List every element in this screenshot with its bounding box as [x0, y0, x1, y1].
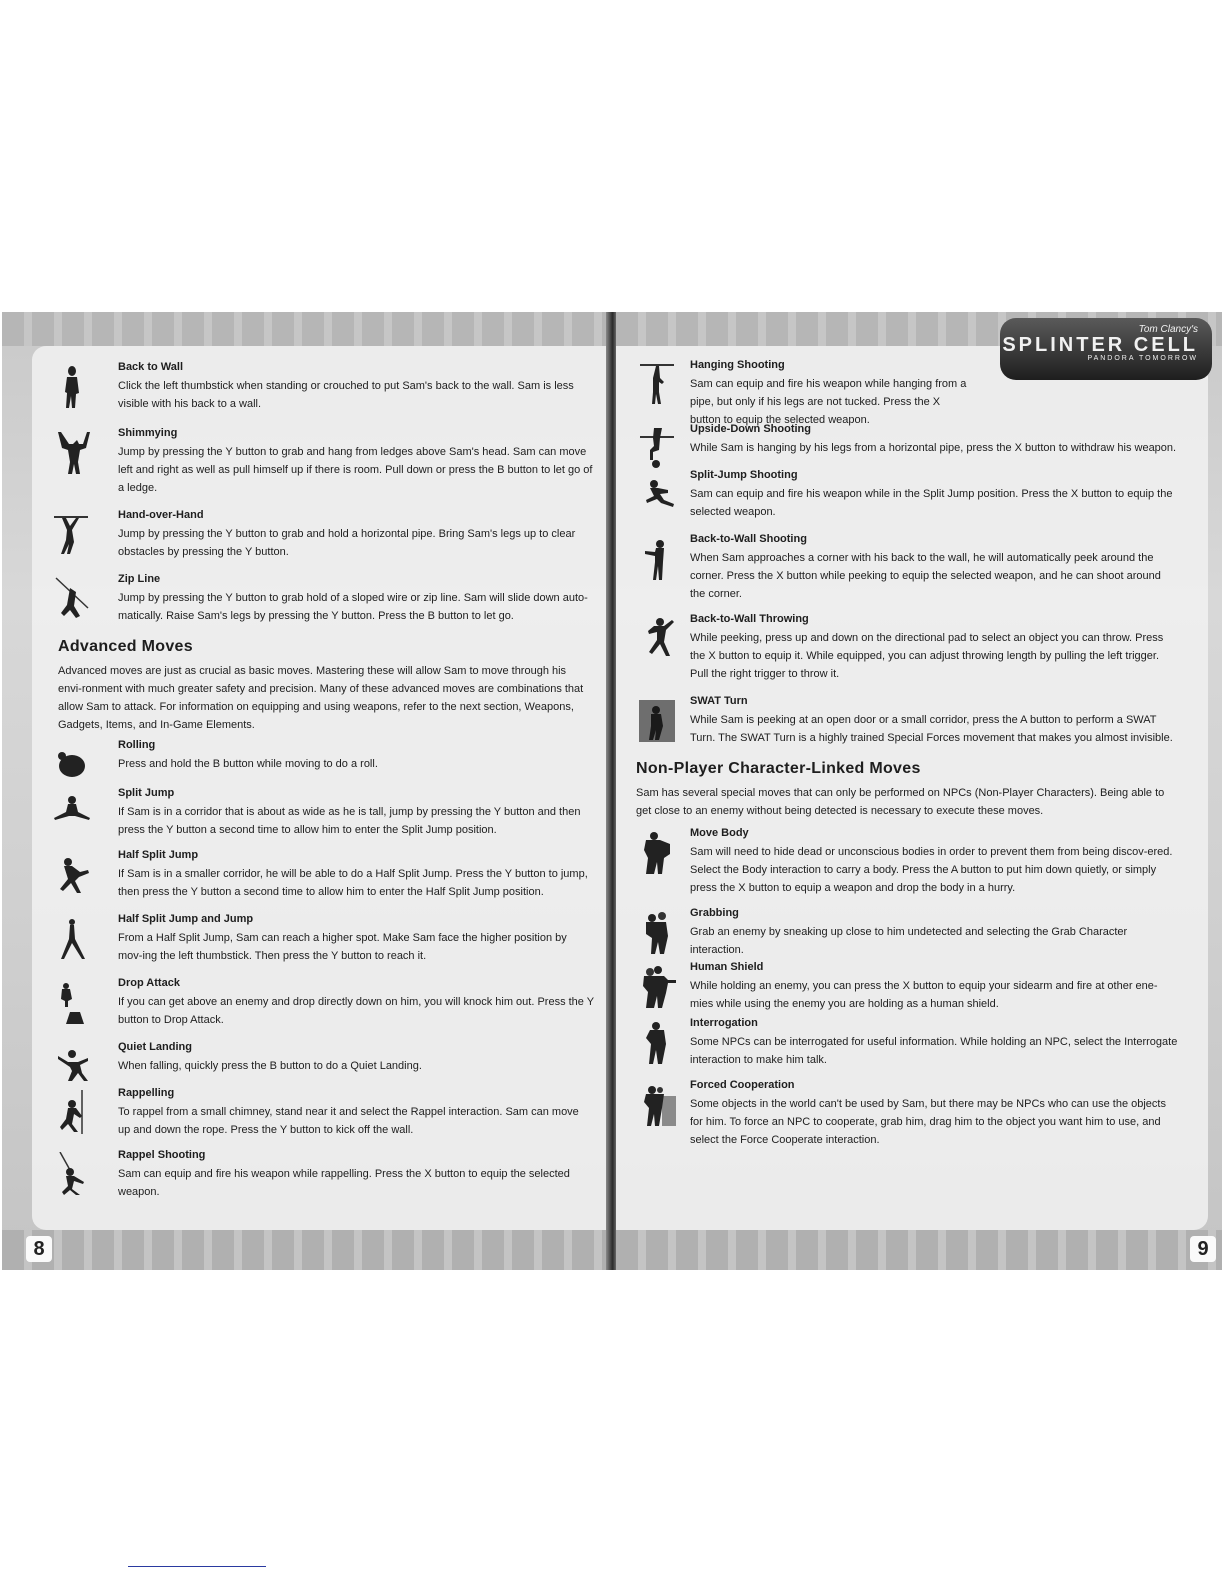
- entry-text: When Sam approaches a corner with his back to the wall, he will automatically peek around the corner. Press the X button while peeking to equip the selected weapon, and he can shoot around the corner.: [690, 552, 1161, 600]
- section-intro: Advanced moves are just as crucial as basic moves. Mastering these will allow Sam to move through his envi-ronment with much greater safety and precision. Many of these advanced moves are combinations that allow Sam to attack. For information on equipping and using weapons, refer to the next section, Weapons, Gadgets, Items, and In-Game Elements.: [58, 665, 584, 731]
- grabbing-icon: [638, 910, 678, 956]
- entry-move-body: [638, 826, 1178, 897]
- entry-text: While peeking, press up and down on the directional pad to select an object you can throw. Press the X button to equip it. While equipped, you can adjust throwing length by pulling the left trigger. Pull the right trigger to throw it.: [690, 632, 1164, 680]
- section-title: Non-Player Character-Linked Moves: [636, 760, 921, 777]
- rappel-shooting-icon: [52, 1152, 92, 1198]
- entry-text: While holding an enemy, you can press the X button to equip your sidearm and fire at other ene-mies while using the enemy you are holding as a human shield.: [690, 980, 1158, 1010]
- hanging-shooting-icon: [638, 362, 678, 408]
- entry-title: Half Split Jump: [118, 849, 199, 861]
- entry-title: Upside-Down Shooting: [690, 423, 811, 435]
- shimmying-icon: [52, 430, 92, 476]
- upside-down-shooting-icon: [638, 426, 678, 472]
- entry-text: Jump by pressing the Y button to grab and hang from ledges above Sam's head. Sam can move left and right as well as pull himself up if there is room. Pull down or press the B button to let go of a ledge.: [118, 446, 593, 494]
- entry-back-to-wall: [52, 360, 594, 413]
- entry-title: Zip Line: [118, 573, 161, 585]
- entry-back-to-wall-shooting: [638, 532, 1178, 603]
- entry-title: Split Jump: [118, 787, 175, 799]
- entry-title: Quiet Landing: [118, 1041, 192, 1053]
- entry-title: Hanging Shooting: [690, 359, 785, 371]
- entry-quiet-landing: [52, 1040, 594, 1075]
- bottom-band: [616, 1230, 1222, 1270]
- entry-drop-attack: [52, 976, 594, 1029]
- manual-spread: [2, 312, 1222, 1270]
- entry-text: While Sam is hanging by his legs from a horizontal pipe, press the X button to withdraw his weapon.: [690, 442, 1177, 454]
- rolling-icon: [52, 742, 92, 788]
- entry-shimmying: [52, 426, 594, 497]
- entry-interrogation: [638, 1016, 1178, 1069]
- entry-swat-turn: [638, 694, 1178, 747]
- entry-text: Some NPCs can be interrogated for useful information. While holding an NPC, select the Interrogate interaction to make him talk.: [690, 1036, 1178, 1066]
- entry-title: Grabbing: [690, 907, 739, 919]
- entry-text: Some objects in the world can't be used by Sam, but there may be NPCs who can use the objects for him. To force an NPC to cooperate, grab him, drag him to the object you want him to use, and select the Force Cooperate interaction.: [690, 1098, 1166, 1146]
- entry-title: Half Split Jump and Jump: [118, 913, 254, 925]
- human-shield-icon: [638, 964, 678, 1010]
- entry-rappelling: [52, 1086, 594, 1139]
- entry-title: Back-to-Wall Shooting: [690, 533, 807, 545]
- entry-text: From a Half Split Jump, Sam can reach a higher spot. Make Sam face the higher position by mov-ing the left thumbstick. Then press the Y button to reach it.: [118, 932, 567, 962]
- entry-title: Rappelling: [118, 1087, 175, 1099]
- hand-over-hand-icon: [52, 512, 92, 558]
- logo-line-1: Tom Clancy's: [1138, 324, 1198, 335]
- entry-title: Forced Cooperation: [690, 1079, 795, 1091]
- entry-title: Rolling: [118, 739, 156, 751]
- entry-text: To rappel from a small chimney, stand near it and select the Rappel interaction. Sam can move up and down the rope. Press the Y button to kick off the wall.: [118, 1106, 579, 1136]
- entry-title: Shimmying: [118, 427, 178, 439]
- section-intro: Sam has several special moves that can only be performed on NPCs (Non-Player Characters). Being able to get close to an enemy without being detected is necessary to execute these moves.: [636, 787, 1165, 817]
- bottom-band: [2, 1230, 608, 1270]
- half-split-jump-icon: [52, 852, 92, 898]
- entry-title: Back-to-Wall Throwing: [690, 613, 809, 625]
- entry-forced-cooperation: [638, 1078, 1178, 1149]
- interrogation-icon: [638, 1020, 678, 1066]
- entry-text: If Sam is in a corridor that is about as wide as he is tall, jump by pressing the Y button and then press the Y button a second time to allow him to enter the Split Jump position.: [118, 806, 581, 836]
- split-jump-shooting-icon: [638, 472, 678, 518]
- entry-title: SWAT Turn: [690, 695, 748, 707]
- entry-half-split-jump-and-jump: [52, 912, 594, 965]
- move-body-icon: [638, 830, 678, 876]
- section-title: Advanced Moves: [58, 638, 193, 655]
- entry-text: Jump by pressing the Y button to grab hold of a sloped wire or zip line. Sam will slide down auto-matically. Raise Sam's legs by pressing the Y button. Press the B button to let go.: [118, 592, 588, 622]
- entry-zip-line: [52, 572, 594, 625]
- entry-text: Jump by pressing the Y button to grab and hold a horizontal pipe. Bring Sam's legs up to clear obstacles by pressing the Y button.: [118, 528, 576, 558]
- entry-split-jump-shooting: [638, 468, 1178, 521]
- zip-line-icon: [52, 576, 92, 622]
- quiet-landing-icon: [52, 1044, 92, 1090]
- back-to-wall-icon: [52, 364, 92, 410]
- left-page: [2, 312, 608, 1270]
- swat-turn-icon: [638, 698, 678, 744]
- entry-text: If you can get above an enemy and drop directly down on him, you will knock him out. Press the Y button to Drop Attack.: [118, 996, 594, 1026]
- entry-split-jump: [52, 786, 594, 839]
- drop-attack-icon: [52, 980, 92, 1026]
- entry-text: If Sam is in a smaller corridor, he will be able to do a Half Split Jump. Press the Y button to jump, then press the Y button a second time to allow him to enter the Half Split Jump position.: [118, 868, 588, 898]
- entry-back-to-wall-throwing: [638, 612, 1178, 683]
- entry-text: Press and hold the B button while moving to do a roll.: [118, 758, 378, 770]
- entry-rappel-shooting: [52, 1148, 594, 1201]
- entry-title: Move Body: [690, 827, 749, 839]
- entry-text: When falling, quickly press the B button to do a Quiet Landing.: [118, 1060, 422, 1072]
- entry-text: Sam can equip and fire his weapon while rappelling. Press the X button to equip the selected weapon.: [118, 1168, 570, 1198]
- game-logo: [1000, 318, 1212, 380]
- entry-half-split-jump: [52, 848, 594, 901]
- entry-title: Rappel Shooting: [118, 1149, 206, 1161]
- page-number: 9: [1190, 1236, 1216, 1262]
- entry-hand-over-hand: [52, 508, 594, 561]
- split-jump-icon: [52, 790, 92, 836]
- entry-title: Split-Jump Shooting: [690, 469, 798, 481]
- entry-upside-down-shooting: [638, 422, 1178, 457]
- page-number: 8: [26, 1236, 52, 1262]
- top-band: [2, 312, 608, 346]
- rappelling-icon: [52, 1090, 92, 1136]
- entry-grabbing: [638, 906, 1178, 959]
- entry-text: Click the left thumbstick when standing or crouched to put Sam's back to the wall. Sam is less visible with his back to a wall.: [118, 380, 574, 410]
- half-split-jump-and-jump-icon: [52, 916, 92, 962]
- entry-text: Sam will need to hide dead or unconscious bodies in order to prevent them from being discov-ered. Select the Body interaction to carry a body. Press the A button to put him down quietly, or simply press the X button to equip a weapon and drop the body in a hurry.: [690, 846, 1173, 894]
- entry-text: Grab an enemy by sneaking up close to him undetected and selecting the Grab Character interaction.: [690, 926, 1128, 956]
- logo-line-3: PANDORA TOMORROW: [1087, 355, 1198, 362]
- forced-cooperation-icon: [638, 1082, 678, 1128]
- entry-title: Human Shield: [690, 961, 764, 973]
- entry-human-shield: [638, 960, 1178, 1013]
- back-to-wall-shooting-icon: [638, 536, 678, 582]
- entry-title: Drop Attack: [118, 977, 180, 989]
- entry-text: Sam can equip and fire his weapon while hanging from a pipe, but only if his legs are not tucked. Press the X button to equip the selected weapon.: [690, 378, 967, 426]
- back-to-wall-throwing-icon: [638, 616, 678, 662]
- entry-text: Sam can equip and fire his weapon while in the Split Jump position. Press the X button to equip the selected weapon.: [690, 488, 1173, 518]
- entry-rolling: [52, 738, 594, 773]
- logo-line-2: SPLINTER CELL: [1002, 334, 1198, 356]
- entry-title: Back to Wall: [118, 361, 183, 373]
- entry-hanging-shooting: [638, 358, 968, 429]
- right-page: [616, 312, 1222, 1270]
- entry-title: Hand-over-Hand: [118, 509, 204, 521]
- entry-title: Interrogation: [690, 1017, 758, 1029]
- footer-rule: [128, 1566, 266, 1567]
- entry-text: While Sam is peeking at an open door or a small corridor, press the A button to perform a SWAT Turn. The SWAT Turn is a highly trained Special Forces movement that makes you almost invisible.: [690, 714, 1173, 744]
